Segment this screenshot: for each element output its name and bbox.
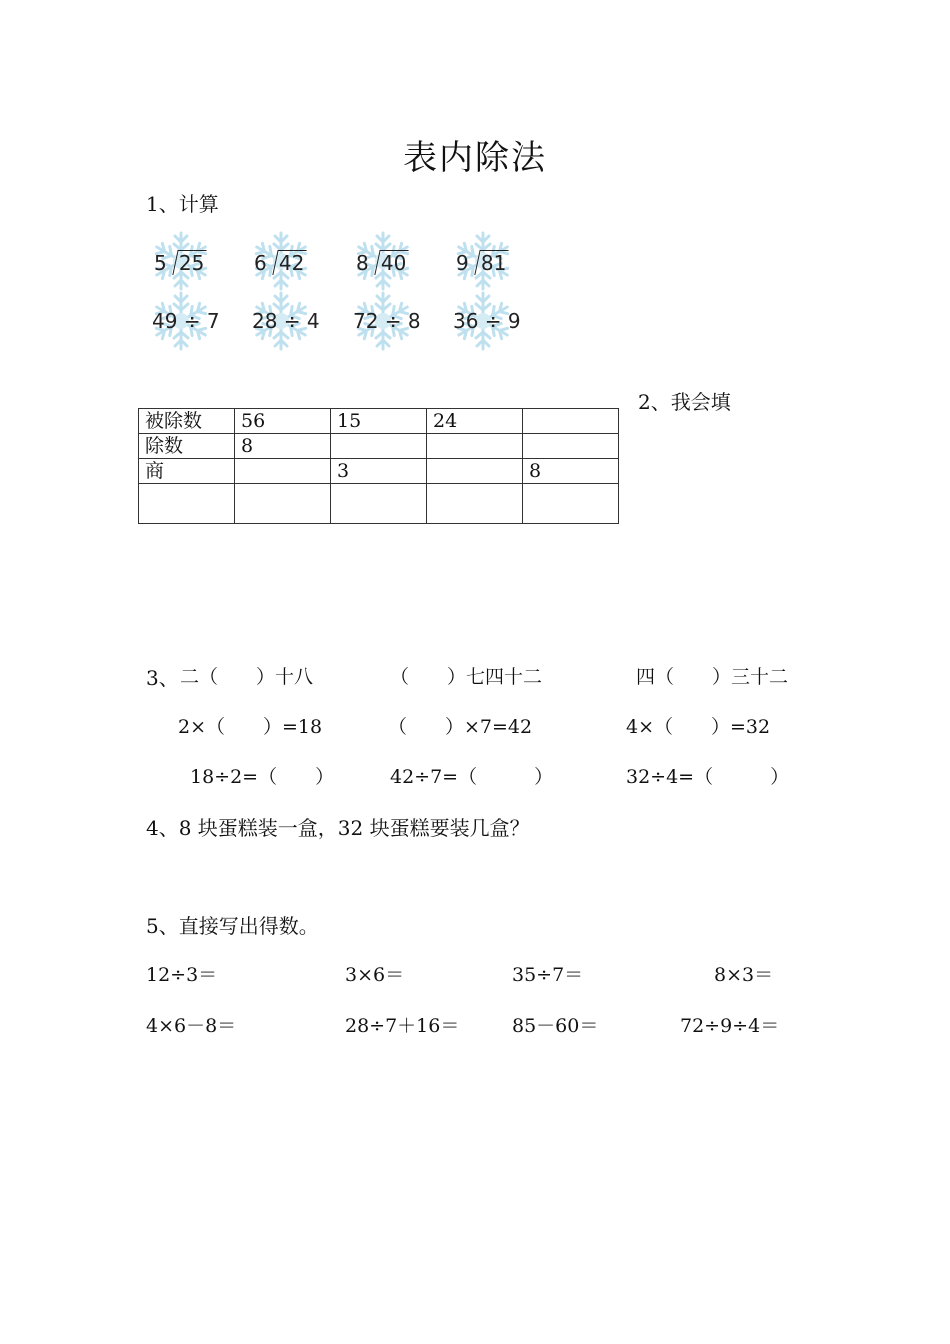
calc-item: 28÷7＋16＝ (345, 1015, 460, 1037)
fill-blank-item: 32÷4=（ ） (626, 766, 790, 788)
long-division-problem (456, 250, 506, 275)
division-expression: 72 ÷ 8 (353, 309, 421, 333)
table-cell (523, 409, 619, 434)
dividend: 40 (380, 251, 407, 275)
table-cell (235, 459, 331, 484)
fill-blank-item: 二（ ）十八 (180, 666, 314, 688)
section-4-question: 4、8 块蛋糕装一盒，32 块蛋糕要装几盒？ (146, 816, 530, 840)
divisor: 8 (356, 251, 369, 275)
divisor: 5 (154, 251, 167, 275)
dividend: 25 (178, 251, 205, 275)
table-cell: 除数 (139, 434, 235, 459)
calc-item: 3×6＝ (345, 964, 405, 986)
fill-blank-item: 18÷2=（ ） (190, 766, 335, 788)
fill-blank-item: 4×（ ）=32 (626, 716, 771, 738)
table-cell (235, 484, 331, 524)
division-expression: 49 ÷ 7 (152, 309, 220, 333)
table-cell (523, 434, 619, 459)
table-cell: 15 (331, 409, 427, 434)
dividend: 81 (480, 251, 507, 275)
divisor: 6 (254, 251, 267, 275)
long-division-problem (356, 250, 406, 275)
calc-item: 85－60＝ (512, 1015, 599, 1037)
section-1-label: 1、计算 (146, 192, 219, 216)
calc-item: 72÷9÷4＝ (680, 1015, 780, 1037)
fill-blank-item: 2×（ ）=18 (178, 716, 323, 738)
table-cell: 3 (331, 459, 427, 484)
division-expression: 36 ÷ 9 (453, 309, 521, 333)
section-3-label: 3、 (146, 666, 179, 690)
page-title: 表内除法 (403, 138, 547, 178)
calc-item: 12÷3＝ (146, 964, 218, 986)
table-cell: 8 (235, 434, 331, 459)
calc-item: 8×3＝ (714, 964, 774, 986)
table-row (139, 434, 619, 459)
table-row (139, 484, 619, 524)
table-cell: 56 (235, 409, 331, 434)
table-cell (331, 434, 427, 459)
section-2-label: 2、我会填 (638, 390, 731, 414)
section-5-label: 5、直接写出得数。 (146, 914, 319, 938)
calc-item: 35÷7＝ (512, 964, 584, 986)
dividend: 42 (278, 251, 305, 275)
division-expression: 28 ÷ 4 (252, 309, 320, 333)
fill-blank-item: （ ）七四十二 (390, 666, 543, 688)
table-cell (427, 434, 523, 459)
fill-blank-item: （ ）×7=42 (388, 716, 533, 738)
table-cell (523, 484, 619, 524)
table-cell: 被除数 (139, 409, 235, 434)
table-cell: 24 (427, 409, 523, 434)
table-cell (331, 484, 427, 524)
table-cell (139, 484, 235, 524)
division-table (138, 408, 619, 524)
table-row (139, 409, 619, 434)
table-cell (427, 459, 523, 484)
table-cell: 商 (139, 459, 235, 484)
fill-blank-item: 四（ ）三十二 (636, 666, 789, 688)
fill-blank-item: 42÷7=（ ） (390, 766, 554, 788)
long-division-problem (154, 250, 204, 275)
table-row (139, 459, 619, 484)
divisor: 9 (456, 251, 469, 275)
table-cell (427, 484, 523, 524)
table-cell: 8 (523, 459, 619, 484)
calc-item: 4×6－8＝ (146, 1015, 237, 1037)
long-division-problem (254, 250, 304, 275)
